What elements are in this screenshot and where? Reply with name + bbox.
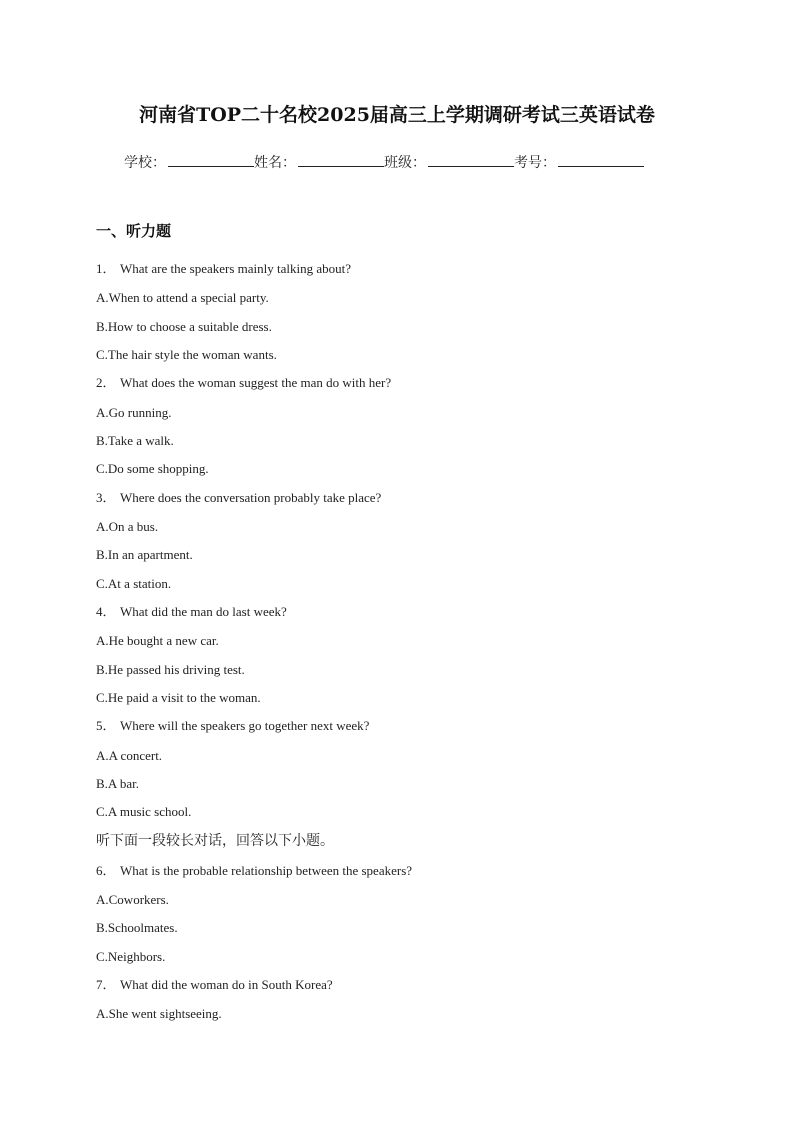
question-text — [96, 601, 716, 630]
question-body: What is the probable relationship between the speakers? — [120, 862, 413, 878]
question-number: 3． — [96, 489, 116, 505]
question-text — [96, 372, 716, 401]
question-text — [96, 715, 716, 744]
question-number: 2． — [96, 375, 116, 391]
student-info-row — [124, 152, 684, 172]
answer-option: A.Go running. — [96, 404, 172, 420]
answer-option: A.He bought a new car. — [96, 633, 219, 649]
class-field — [384, 152, 514, 172]
answer-option: C.Do some shopping. — [96, 461, 209, 477]
question-text — [96, 860, 716, 889]
name-label: 姓名： — [254, 155, 296, 171]
page-title: 河南省TOP二十名校2025届高三上学期调研考试三英语试卷 — [139, 104, 655, 126]
question-number: 1． — [96, 261, 116, 276]
question-body: What did the man do last week? — [120, 604, 287, 620]
class-label: 班级： — [384, 155, 426, 171]
question-body: What are the speakers mainly talking about? — [120, 261, 352, 276]
answer-option: B.How to choose a suitable dress. — [96, 318, 272, 334]
answer-option: A.She went sightseeing. — [96, 1006, 222, 1022]
question-text — [96, 258, 716, 287]
name-field — [254, 152, 384, 172]
question-number: 4． — [96, 604, 116, 620]
question-text — [96, 974, 716, 1003]
question-body: What did the woman do in South Korea? — [120, 977, 333, 993]
school-blank[interactable] — [168, 152, 254, 167]
question-number: 7． — [96, 977, 116, 993]
answer-option: B.He passed his driving test. — [96, 661, 245, 677]
class-blank[interactable] — [428, 152, 514, 167]
question-text — [96, 487, 716, 516]
answer-option: A.A concert. — [96, 747, 163, 763]
exam-number-blank[interactable] — [558, 152, 644, 167]
question-body: Where does the conversation probably take place? — [120, 489, 382, 505]
answer-option: A.On a bus. — [96, 518, 159, 534]
exam-number-label: 考号： — [514, 155, 556, 171]
answer-option: B.Schoolmates. — [96, 920, 178, 936]
answer-option: C.A music school. — [96, 804, 192, 820]
answer-option: C.He paid a visit to the woman. — [96, 690, 261, 706]
question-number: 5． — [96, 718, 116, 734]
question-body: Where will the speakers go together next week? — [120, 718, 370, 734]
answer-option: B.Take a walk. — [96, 432, 174, 448]
answer-option: B.In an apartment. — [96, 547, 193, 563]
exam-number-field — [514, 152, 644, 172]
answer-option: A.When to attend a special party. — [96, 290, 269, 306]
school-label: 学校： — [124, 155, 166, 171]
name-blank[interactable] — [298, 152, 384, 167]
answer-option: C.The hair style the woman wants. — [96, 346, 277, 362]
answer-option: B.A bar. — [96, 776, 139, 792]
answer-option: A.Coworkers. — [96, 891, 169, 907]
question-list — [96, 258, 716, 1032]
school-field — [124, 152, 254, 172]
section-heading: 一、听力题 — [96, 222, 172, 240]
answer-option: C.At a station. — [96, 575, 172, 591]
instruction-text: 听下面一段较长对话，回答以下小题。 — [96, 832, 334, 849]
question-number: 6． — [96, 862, 116, 878]
question-body: What does the woman suggest the man do with her? — [120, 375, 392, 391]
answer-option: C.Neighbors. — [96, 948, 166, 964]
